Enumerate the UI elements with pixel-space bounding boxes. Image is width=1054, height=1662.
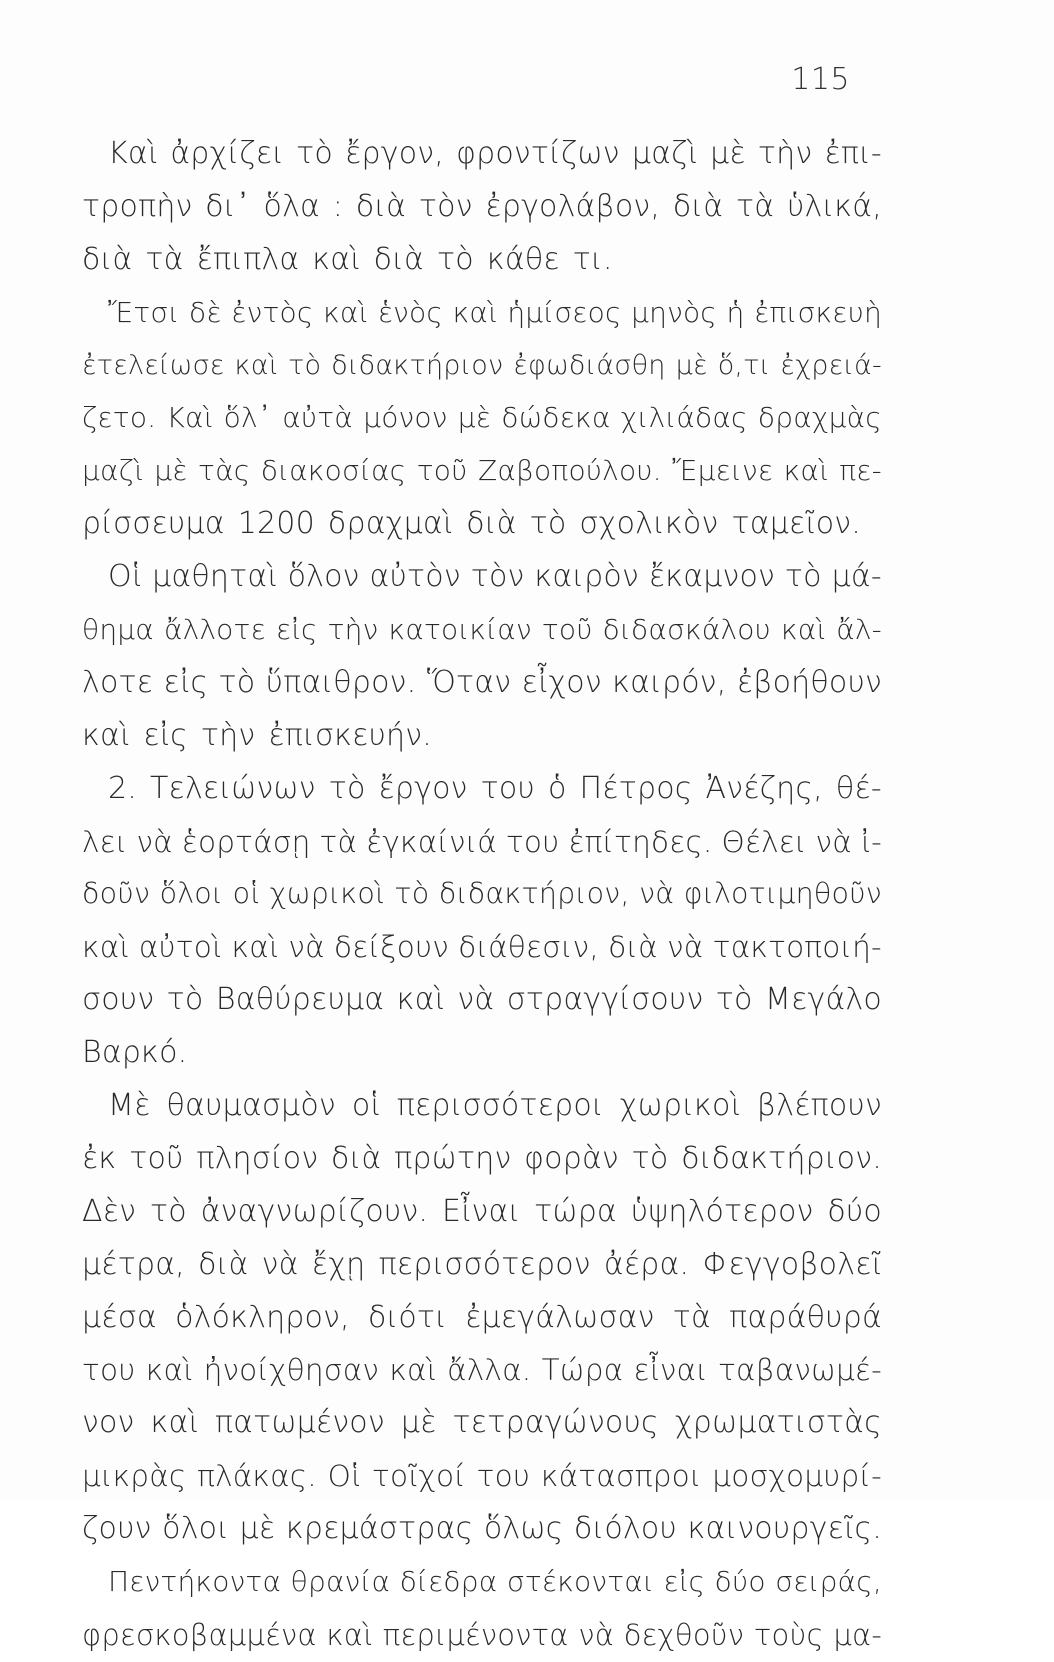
text-line: καὶ εἰς τὴν ἐπισκευήν. — [82, 717, 432, 753]
text-line: μέσα ὁλόκληρον, διότι ἐμεγάλωσαν τὰ παράθυρά — [82, 1299, 882, 1335]
text-line: Πεντήκοντα θρανία δίεδρα στέκονται εἰς δύο σειράς, — [108, 1565, 882, 1599]
text-line: 2. Τελειώνων τὸ ἔργον του ὁ Πέτρος Ἀνέζης, θέ- — [108, 770, 882, 806]
text-line: ζετο. Καὶ ὅλ᾽ αὐτὰ μόνον μὲ δώδεκα χιλιάδας δραχμὰς — [82, 401, 882, 435]
page-number: 115 — [791, 62, 850, 97]
text-line: μέτρα, διὰ νὰ ἔχῃ περισσότερον ἀέρα. Φεγγοβολεῖ — [82, 1246, 882, 1282]
text-line: μικρὰς πλάκας. Οἱ τοῖχοί του κάτασπροι μοσχομυρί- — [82, 1459, 882, 1494]
text-line: ρίσσευμα 1200 δραχμαὶ διὰ τὸ σχολικὸν ταμεῖον. — [82, 506, 861, 542]
body-text — [82, 128, 882, 1662]
text-line: Βαρκό. — [82, 1035, 188, 1071]
text-line: θημα ἄλλοτε εἰς τὴν κατοικίαν τοῦ διδασκάλου καὶ ἄλ- — [82, 613, 882, 647]
text-line: Ἔτσι δὲ ἐντὸς καὶ ἑνὸς καὶ ἡμίσεος μηνὸς ἡ ἐπισκευὴ — [108, 295, 882, 329]
text-line: ζουν ὅλοι μὲ κρεμάστρας ὅλως διόλου καινουργεῖς. — [82, 1511, 882, 1547]
text-line: Δὲν τὸ ἀναγνωρίζουν. Εἶναι τώρα ὑψηλότερον δύο — [82, 1193, 882, 1229]
text-line: σουν τὸ Βαθύρευμα καὶ νὰ στραγγίσουν τὸ Μεγάλο — [82, 982, 882, 1018]
text-line: ἐτελείωσε καὶ τὸ διδακτήριον ἐφωδιάσθη μὲ ὅ,τι ἐχρειά- — [82, 349, 882, 381]
text-line: φρεσκοβαμμένα καὶ περιμένοντα νὰ δεχθοῦν τοὺς μα- — [82, 1617, 882, 1652]
text-line: του καὶ ἠνοίχθησαν καὶ ἄλλα. Τώρα εἶναι ταβανωμέ- — [82, 1353, 882, 1388]
text-line: λοτε εἰς τὸ ὕπαιθρον. Ὅταν εἶχον καιρόν, ἐβοήθουν — [82, 664, 882, 700]
text-line: δοῦν ὅλοι οἱ χωρικοὶ τὸ διδακτήριον, νὰ φιλοτιμηθοῦν — [82, 877, 882, 911]
text-line: τροπὴν δι᾽ ὅλα : διὰ τὸν ἐργολάβον, διὰ τὰ ὑλικά, — [82, 188, 882, 224]
text-line: νον καὶ πατωμένον μὲ τετραγώνους χρωματιστὰς — [82, 1405, 882, 1441]
text-line: καὶ αὐτοὶ καὶ νὰ δείξουν διάθεσιν, διὰ νὰ τακτοποιή- — [82, 930, 882, 965]
text-line: διὰ τὰ ἔπιπλα καὶ διὰ τὸ κάθε τι. — [82, 241, 613, 277]
text-line: λει νὰ ἑορτάσῃ τὰ ἐγκαίνιά του ἐπίτηδες. Θέλει νὰ ἰ- — [82, 824, 882, 859]
text-line: μαζὶ μὲ τὰς διακοσίας τοῦ Ζαβοπούλου. Ἔμεινε καὶ πε- — [82, 454, 882, 488]
text-line: Οἱ μαθηταὶ ὅλον αὐτὸν τὸν καιρὸν ἔκαμνον τὸ μά- — [108, 559, 882, 595]
text-line: Καὶ ἀρχίζει τὸ ἔργον, φροντίζων μαζὶ μὲ τὴν ἐπι- — [108, 136, 882, 171]
text-line: Μὲ θαυμασμὸν οἱ περισσότεροι χωρικοὶ βλέπουν — [108, 1088, 882, 1124]
text-line: ἐκ τοῦ πλησίον διὰ πρώτην φορὰν τὸ διδακτήριον. — [82, 1140, 882, 1176]
